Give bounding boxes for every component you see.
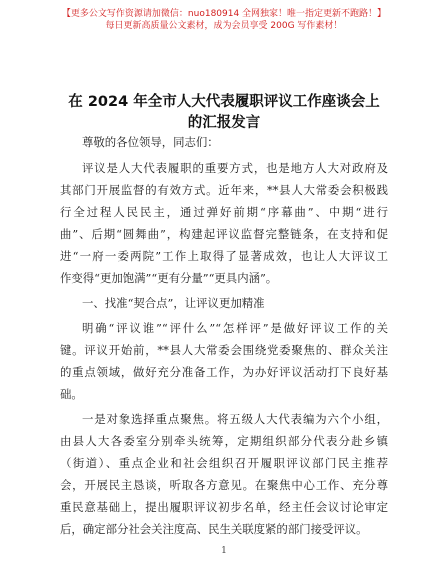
body-line: 重民意基础上，提出履职评议初步名单，经主任会议讨论审定 [60, 500, 388, 514]
body-line: （街道）、重点企业和社会组织召开履职评议部门民主推荐 [60, 456, 388, 470]
document-title-line-1: 在 2024 年全市人大代表履职评议工作座谈会上 [68, 94, 380, 110]
promo-banner-line-1: 【更多公文写作资源请加微信：nuo180914 全网独家！唯一指定更新不跑路！】 [61, 9, 387, 19]
body-line: 一是对象选择重点聚焦。将五级人大代表编为六个小组， [82, 412, 388, 426]
body-line: 的重点领域，做好充分准备工作，为办好评议活动打下良好基 [60, 365, 388, 379]
promo-banner-line-2: 每日更新高质量公文素材，成为会员享受 200G 写作素材！ [105, 21, 343, 31]
body-line: 由县人大各委室分别牵头统筹，定期组织部分代表分赴乡镇 [60, 434, 388, 448]
body-line: 作变得“更加饱满”“更有分量”“更具内涵”。 [60, 271, 278, 285]
body-line: 行全过程人民民主，通过弹好前期“序幕曲”、中期“进行 [60, 205, 388, 219]
section-heading: 一、找准“契合点”，让评议更加精准 [82, 296, 265, 310]
body-line: 后，确定部分社会关注度高、民生关联度紧的部门接受评议。 [60, 522, 368, 536]
body-line: 会，开展民主恳谈，听取各方意见。在聚焦中心工作、充分尊 [60, 478, 388, 492]
document-title-line-2: 的汇报发言 [187, 115, 261, 131]
body-line: 键。评议开始前，**县人大常委会围绕党委聚焦的、群众关注 [60, 343, 388, 357]
salutation: 尊敬的各位领导，同志们： [82, 135, 219, 149]
body-line: 曲”、后期“圆舞曲”，构建起评议监督完整链条，在支持和促 [60, 227, 388, 241]
body-line: 评议是人大代表履职的重要方式，也是地方人大对政府及 [82, 161, 388, 175]
body-line: 明确“评议谁”“评什么”“怎样评”是做好评议工作的关 [82, 321, 388, 335]
body-line: 其部门开展监督的有效方式。近年来，**县人大常委会积极践 [60, 183, 388, 197]
page-number: 1 [221, 546, 227, 556]
body-line: 进“一府一委两院”工作上取得了显著成效，也让人大评议工 [60, 249, 388, 263]
body-line: 础。 [60, 387, 83, 401]
